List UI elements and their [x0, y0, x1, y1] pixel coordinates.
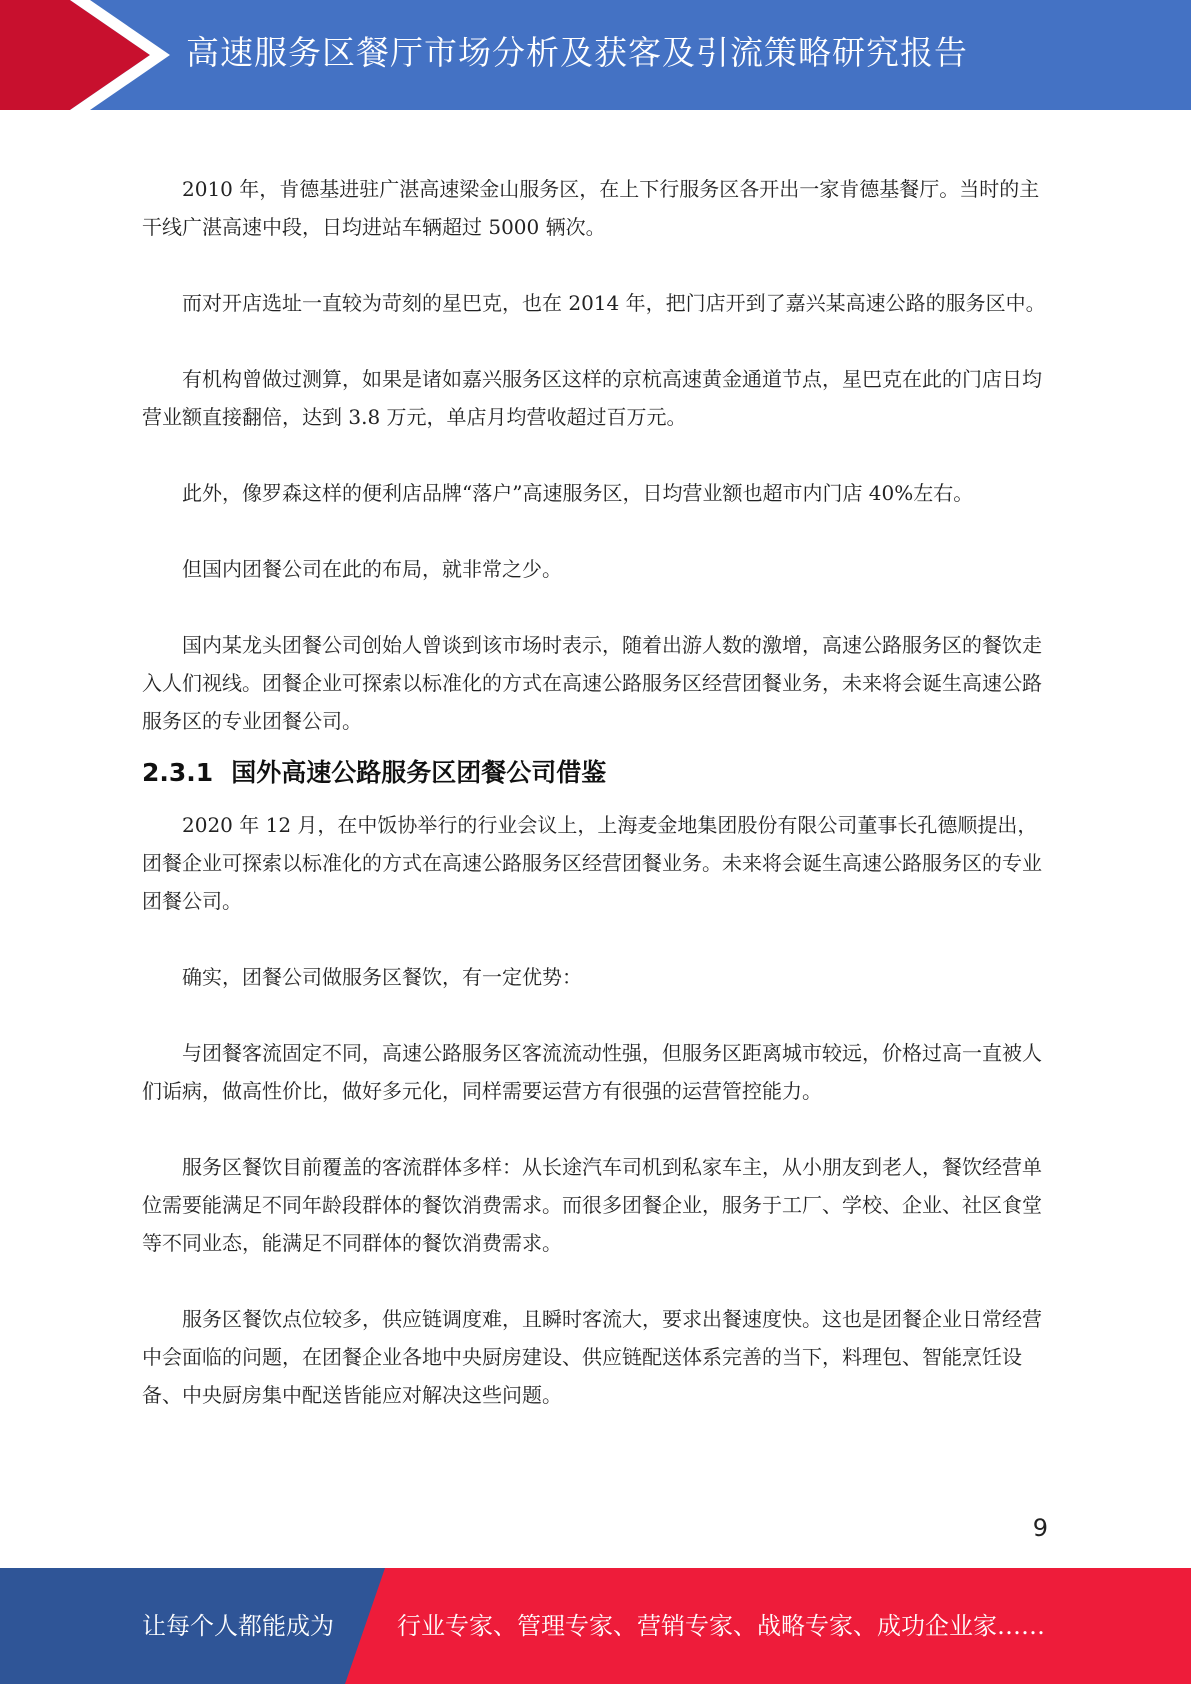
paragraph: 但国内团餐公司在此的布局，就非常之少。 — [182, 557, 562, 581]
section-number: 2.3.1 — [142, 758, 214, 787]
paragraph: 有机构曾做过测算，如果是诸如嘉兴服务区这样的京杭高速黄金通道节点，星巴克在此的门店日均营业额直接翻倍，达到 3.8 万元，单店月均营收超过百万元。 — [142, 367, 1042, 429]
page-footer — [0, 1568, 1191, 1684]
paragraph: 确实，团餐公司做服务区餐饮，有一定优势： — [182, 965, 582, 989]
page-header — [0, 0, 1191, 110]
page-number: 9 — [1032, 1514, 1048, 1542]
section-heading — [142, 740, 1048, 806]
footer-slogan-left: 让每个人都能成为 — [142, 1612, 334, 1640]
paragraph: 服务区餐饮点位较多，供应链调度难，且瞬时客流大，要求出餐速度快。这也是团餐企业日常经营中会面临的问题，在团餐企业各地中央厨房建设、供应链配送体系完善的当下，料理包、智能烹饪设备、中央厨房集中配送皆能应对解决这些问题。 — [142, 1307, 1042, 1407]
section-title: 国外高速公路服务区团餐公司借鉴 — [231, 758, 607, 787]
paragraph: 服务区餐饮目前覆盖的客流群体多样：从长途汽车司机到私家车主，从小朋友到老人，餐饮经营单位需要能满足不同年龄段群体的餐饮消费需求。而很多团餐企业，服务于工厂、学校、企业、社区食堂等不同业态，能满足不同群体的餐饮消费需求。 — [142, 1155, 1042, 1255]
header-red-chevron — [0, 0, 150, 110]
paragraph: 2020 年 12 月，在中饭协举行的行业会议上，上海麦金地集团股份有限公司董事长孔德顺提出，团餐企业可探索以标准化的方式在高速公路服务区经营团餐业务。未来将会诞生高速公路服务区的专业团餐公司。 — [142, 813, 1042, 913]
paragraph: 国内某龙头团餐公司创始人曾谈到该市场时表示，随着出游人数的激增，高速公路服务区的餐饮走入人们视线。团餐企业可探索以标准化的方式在高速公路服务区经营团餐业务，未来将会诞生高速公路服务区的专业团餐公司。 — [142, 633, 1042, 733]
paragraph: 而对开店选址一直较为苛刻的星巴克，也在 2014 年，把门店开到了嘉兴某高速公路的服务区中。 — [182, 291, 1046, 315]
paragraph: 2010 年，肯德基进驻广湛高速梁金山服务区，在上下行服务区各开出一家肯德基餐厅。当时的主干线广湛高速中段，日均进站车辆超过 5000 辆次。 — [142, 177, 1040, 239]
footer-slogan-right: 行业专家、管理专家、营销专家、战略专家、成功企业家…… — [397, 1612, 1045, 1640]
paragraph: 此外，像罗森这样的便利店品牌“落户”高速服务区，日均营业额也超市内门店 40%左右。 — [182, 481, 974, 505]
document-body — [142, 170, 1048, 1414]
header-title: 高速服务区餐厅市场分析及获客及引流策略研究报告 — [186, 33, 968, 72]
paragraph: 与团餐客流固定不同，高速公路服务区客流流动性强，但服务区距离城市较远，价格过高一直被人们诟病，做高性价比，做好多元化，同样需要运营方有很强的运营管控能力。 — [142, 1041, 1042, 1103]
